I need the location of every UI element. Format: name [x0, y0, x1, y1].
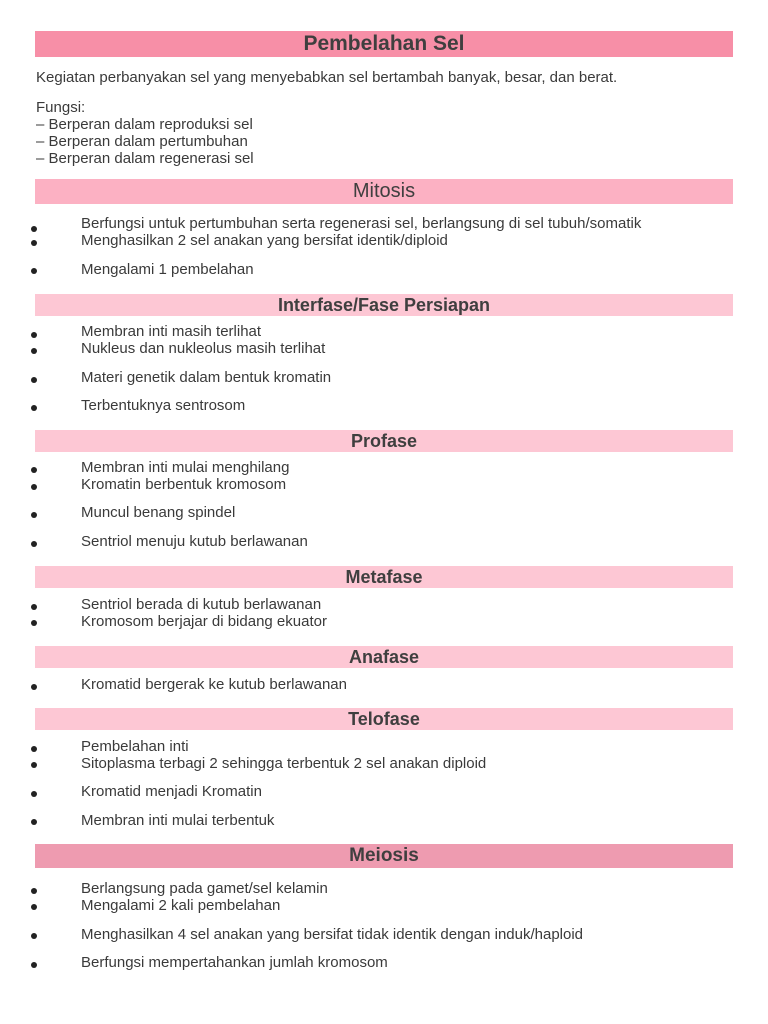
bullet-icon: [31, 405, 37, 411]
bullet-icon: [31, 240, 37, 246]
list-item: Menghasilkan 4 sel anakan yang bersifat tidak identik dengan induk/haploid: [81, 926, 584, 943]
bullet-icon: [31, 962, 37, 968]
list-item: Nukleus dan nukleolus masih terlihat: [81, 340, 326, 357]
bullet-icon: [31, 888, 37, 894]
bullet-icon: [31, 226, 37, 232]
bullet-icon: [31, 762, 37, 768]
list-item: Berfungsi mempertahankan jumlah kromosom: [81, 954, 388, 971]
section-heading-telofase: Telofase: [35, 708, 733, 730]
bullet-icon: [31, 746, 37, 752]
list-item: Mengalami 1 pembelahan: [81, 261, 254, 278]
list-item: Materi genetik dalam bentuk kromatin: [81, 369, 332, 386]
bullet-icon: [31, 541, 37, 547]
bullet-icon: [31, 684, 37, 690]
section-heading-metafase: Metafase: [35, 566, 733, 588]
list-item: Membran inti masih terlihat: [81, 323, 262, 340]
bullet-icon: [31, 512, 37, 518]
bullet-icon: [31, 604, 37, 610]
bullet-icon: [31, 933, 37, 939]
bullet-icon: [31, 467, 37, 473]
bullet-icon: [31, 484, 37, 490]
list-item: Mengalami 2 kali pembelahan: [81, 897, 281, 914]
section-heading-meiosis: Meiosis: [35, 844, 733, 868]
list-item: Membran inti mulai terbentuk: [81, 812, 275, 829]
bullet-icon: [31, 268, 37, 274]
bullet-icon: [31, 377, 37, 383]
list-item: Kromosom berjajar di bidang ekuator: [81, 613, 327, 630]
list-item: Kromatin berbentuk kromosom: [81, 476, 287, 493]
bullet-icon: [31, 332, 37, 338]
page-title: Pembelahan Sel: [35, 31, 733, 57]
bullet-icon: [31, 791, 37, 797]
list-item: Kromatid menjadi Kromatin: [81, 783, 262, 800]
bullet-icon: [31, 904, 37, 910]
bullet-icon: [31, 819, 37, 825]
fungsi-label: Fungsi:: [36, 99, 86, 116]
bullet-icon: [31, 620, 37, 626]
section-heading-interfase: Interfase/Fase Persiapan: [35, 294, 733, 316]
list-item: Berlangsung pada gamet/sel kelamin: [81, 880, 328, 897]
list-item: Muncul benang spindel: [81, 504, 236, 521]
intro-text: Kegiatan perbanyakan sel yang menyebabkan sel bertambah banyak, besar, dan berat.: [36, 69, 618, 86]
list-item: Kromatid bergerak ke kutub berlawanan: [81, 676, 347, 693]
list-item: Sitoplasma terbagi 2 sehingga terbentuk 2 sel anakan diploid: [81, 755, 487, 772]
list-item: Berfungsi untuk pertumbuhan serta regenerasi sel, berlangsung di sel tubuh/somatik: [81, 215, 642, 232]
list-item: Sentriol menuju kutub berlawanan: [81, 533, 308, 550]
fungsi-item: – Berperan dalam reproduksi sel: [36, 116, 253, 133]
section-heading-profase: Profase: [35, 430, 733, 452]
section-heading-anafase: Anafase: [35, 646, 733, 668]
list-item: Sentriol berada di kutub berlawanan: [81, 596, 322, 613]
fungsi-item: – Berperan dalam pertumbuhan: [36, 133, 248, 150]
section-heading-mitosis: Mitosis: [35, 179, 733, 204]
fungsi-item: – Berperan dalam regenerasi sel: [36, 150, 254, 167]
list-item: Menghasilkan 2 sel anakan yang bersifat identik/diploid: [81, 232, 448, 249]
list-item: Membran inti mulai menghilang: [81, 459, 290, 476]
list-item: Pembelahan inti: [81, 738, 189, 755]
bullet-icon: [31, 348, 37, 354]
list-item: Terbentuknya sentrosom: [81, 397, 246, 414]
